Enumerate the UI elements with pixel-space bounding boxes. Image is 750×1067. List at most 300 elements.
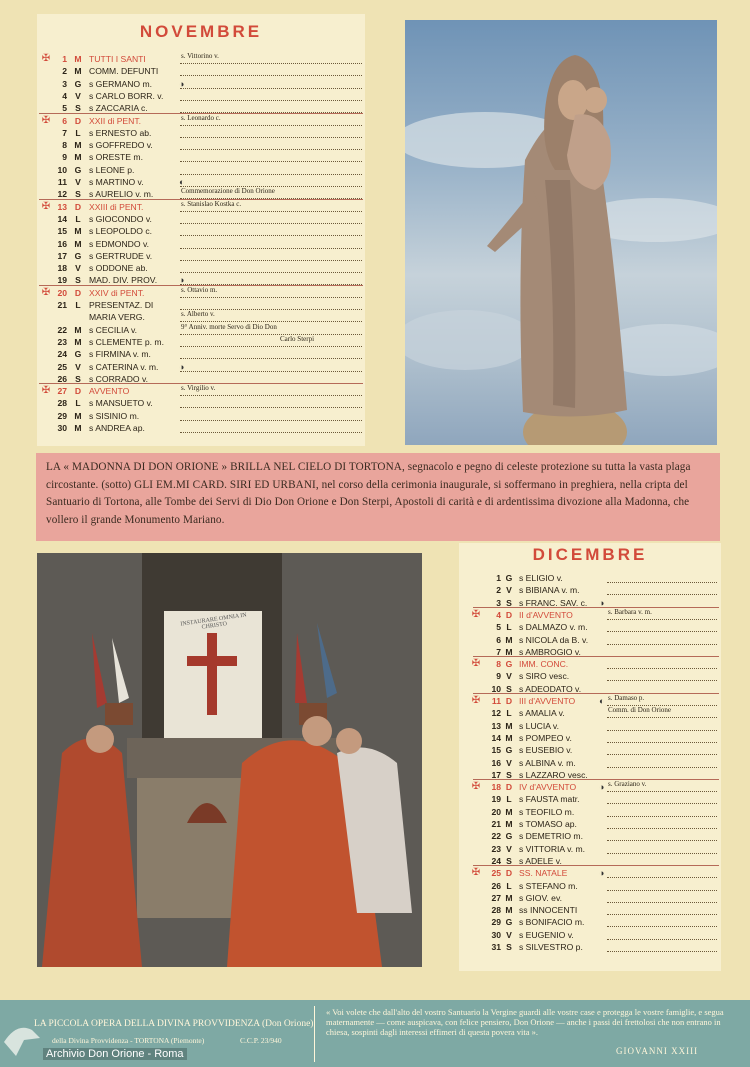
day-number: 4 bbox=[62, 90, 67, 101]
day-of-week: S bbox=[75, 373, 81, 384]
moon-phase-icon: ◑ bbox=[179, 78, 185, 89]
day-of-week: M bbox=[74, 66, 82, 77]
saint-name: s NICOLA da B. v. bbox=[519, 634, 589, 645]
calendar-day-row bbox=[459, 793, 721, 805]
day-number: 15 bbox=[57, 226, 67, 237]
footer-author: GIOVANNI XXIII bbox=[616, 1046, 699, 1056]
saint-name: III d'AVVENTO bbox=[519, 696, 576, 706]
day-number: 13 bbox=[57, 201, 67, 212]
note-line bbox=[607, 767, 717, 768]
day-number: 26 bbox=[491, 880, 501, 891]
day-number: 7 bbox=[62, 127, 67, 138]
saint-name: s DALMAZO v. m. bbox=[519, 622, 588, 633]
day-of-week: D bbox=[74, 115, 82, 126]
day-of-week: M bbox=[505, 905, 513, 916]
day-number: 19 bbox=[57, 275, 67, 286]
week-separator bbox=[473, 779, 719, 780]
saint-name: s GIOV. ev. bbox=[519, 892, 562, 903]
day-of-week: M bbox=[74, 324, 82, 335]
saint-name: s EUSEBIO v. bbox=[519, 745, 573, 756]
note-line bbox=[180, 223, 362, 224]
day-of-week: M bbox=[505, 806, 513, 817]
note-line bbox=[180, 174, 362, 175]
saint-name: II d'AVVENTO bbox=[519, 609, 573, 620]
note-line bbox=[607, 594, 717, 595]
note-line bbox=[607, 803, 717, 804]
day-of-week: D bbox=[74, 386, 82, 397]
note-line bbox=[180, 358, 362, 359]
saint-name: s ALBINA v. m. bbox=[519, 757, 576, 768]
day-number: 30 bbox=[491, 929, 501, 940]
day-number: 14 bbox=[57, 213, 67, 224]
day-number: 29 bbox=[491, 917, 501, 928]
calendar-day-row bbox=[459, 892, 721, 904]
day-number: 22 bbox=[491, 831, 501, 842]
saint-name: XXIV di PENT. bbox=[89, 287, 145, 298]
saint-name: s ADEODATO v. bbox=[519, 683, 582, 694]
saint-name: MARIA VERG. bbox=[89, 312, 145, 323]
calendar-day-row bbox=[459, 867, 721, 879]
feast-cross-icon: ✠ bbox=[41, 53, 51, 64]
footer-ccp: C.C.P. 23/940 bbox=[240, 1036, 282, 1045]
note-line bbox=[180, 432, 362, 433]
day-of-week: L bbox=[75, 300, 81, 310]
calendar-day-row bbox=[37, 139, 365, 151]
saint-name: s SILVESTRO p. bbox=[519, 942, 583, 952]
day-of-week: L bbox=[506, 794, 512, 805]
day-number: 21 bbox=[491, 819, 501, 829]
day-note: 9° Anniv. morte Servo di Dio Don bbox=[181, 322, 277, 331]
day-of-week: D bbox=[74, 287, 82, 298]
day-number: 11 bbox=[57, 177, 67, 187]
day-note: s. Graziano v. bbox=[608, 780, 647, 789]
day-number: 17 bbox=[57, 250, 67, 261]
saint-name: s ANDREA ap. bbox=[89, 423, 145, 433]
saint-name: s FIRMINA v. m. bbox=[89, 349, 151, 360]
saint-name: s BIBIANA v. m. bbox=[519, 585, 580, 596]
day-note: s. Virgilio v. bbox=[181, 384, 216, 393]
note-line bbox=[607, 926, 717, 927]
calendar-day-row bbox=[37, 201, 365, 213]
calendar-day-row bbox=[37, 385, 365, 397]
day-of-week: M bbox=[74, 336, 82, 347]
saint-name: s LAZZARO vesc. bbox=[519, 769, 588, 780]
day-of-week: S bbox=[75, 189, 81, 200]
day-note: s. Ottavio m. bbox=[181, 285, 218, 294]
december-title: DICEMBRE bbox=[532, 545, 648, 564]
day-number: 19 bbox=[491, 794, 501, 805]
footer-address: della Divina Provvidenza - TORTONA (Piemonte) bbox=[52, 1036, 205, 1045]
week-separator bbox=[473, 693, 719, 694]
calendar-day-row bbox=[37, 324, 365, 336]
note-line bbox=[180, 272, 362, 273]
day-of-week: L bbox=[75, 213, 81, 224]
saint-name: s ELIGIO v. bbox=[519, 573, 563, 583]
day-note: Comm. di Don Orione bbox=[608, 706, 671, 715]
day-of-week: M bbox=[74, 423, 82, 433]
day-number: 28 bbox=[491, 905, 501, 916]
week-separator bbox=[473, 607, 719, 608]
calendar-day-row bbox=[459, 818, 721, 830]
day-note: s. Damaso p. bbox=[608, 694, 645, 702]
day-of-week: V bbox=[75, 177, 81, 187]
note-line bbox=[607, 582, 717, 583]
day-number: 12 bbox=[57, 189, 67, 200]
day-number: 4 bbox=[496, 609, 501, 620]
photo-caption: LA « MADONNA DI DON ORIONE » BRILLA NEL CIELO DI TORTONA, segnacolo e pegno di celeste protezione su tutta la vasta plaga circostante. (sotto) GLI EM.MI CARD. SIRI ED URBANI, nel corso della cerimonia inaugurale, si soffermano in preghiera, nella cripta del Santuario di Tortona, alle Tombe dei Servi di Dio Don Orione e Don Sterpi, Apostoli di carità e di ardentissima divozione alla Madonna, che vollero il grande Monumento Mariano. bbox=[36, 453, 720, 541]
calendar-day-row bbox=[459, 757, 721, 769]
day-of-week: D bbox=[505, 696, 513, 706]
november-title: NOVEMBRE bbox=[139, 22, 263, 41]
note-line bbox=[180, 260, 362, 261]
feast-cross-icon: ✠ bbox=[471, 608, 481, 620]
day-number: 11 bbox=[491, 696, 501, 706]
day-of-week: M bbox=[505, 634, 513, 645]
day-of-week: V bbox=[506, 929, 512, 940]
calendar-day-row bbox=[459, 634, 721, 646]
calendar-day-row bbox=[37, 262, 365, 274]
day-number: 27 bbox=[57, 386, 67, 397]
day-number: 22 bbox=[57, 324, 67, 335]
calendar-day-row bbox=[459, 830, 721, 842]
saint-name: IMM. CONC. bbox=[519, 659, 569, 670]
saint-name: s AURELIO v. m. bbox=[89, 189, 154, 200]
calendar-day-row bbox=[37, 151, 365, 163]
saint-name: s GIOCONDO v. bbox=[89, 213, 152, 224]
note-line bbox=[180, 371, 362, 372]
saint-name: s ODDONE ab. bbox=[89, 263, 148, 274]
moon-phase-icon: ◑ bbox=[599, 868, 605, 879]
day-number: 16 bbox=[491, 757, 501, 768]
calendar-day-row bbox=[459, 658, 721, 670]
calendar-day-row bbox=[459, 720, 721, 732]
note-line bbox=[607, 951, 717, 952]
day-of-week: L bbox=[75, 127, 81, 138]
saint-name: s STEFANO m. bbox=[519, 880, 578, 891]
calendar-day-row bbox=[459, 916, 721, 928]
day-number: 30 bbox=[57, 423, 67, 433]
note-line bbox=[180, 161, 362, 162]
day-of-week: S bbox=[75, 103, 81, 114]
saint-name: s MARTINO v. bbox=[89, 177, 144, 187]
calendar-day-row bbox=[459, 806, 721, 818]
footer-org: LA PICCOLA OPERA DELLA DIVINA PROVVIDENZA (Don Orione) bbox=[34, 1019, 314, 1029]
day-of-week: M bbox=[505, 732, 513, 743]
day-number: 26 bbox=[57, 373, 67, 384]
day-note: s. Stanislao Kostka c. bbox=[181, 199, 242, 208]
calendar-day-row bbox=[459, 744, 721, 756]
calendar-day-row bbox=[37, 115, 365, 127]
note-line bbox=[607, 853, 717, 854]
note-line bbox=[180, 334, 362, 335]
day-number: 23 bbox=[491, 843, 501, 854]
day-of-week: M bbox=[74, 152, 82, 163]
day-number: 5 bbox=[62, 103, 67, 114]
calendar-day-row bbox=[37, 250, 365, 262]
calendar-day-row bbox=[37, 53, 365, 65]
saint-name: s DEMETRIO m. bbox=[519, 831, 583, 842]
day-of-week: G bbox=[505, 831, 513, 842]
day-number: 29 bbox=[57, 410, 67, 421]
day-of-week: M bbox=[74, 238, 82, 249]
saint-name: MAD. DIV. PROV. bbox=[89, 275, 158, 286]
day-number: 31 bbox=[491, 942, 501, 952]
day-number: 25 bbox=[491, 868, 501, 879]
calendar-day-row bbox=[459, 941, 721, 953]
madonna-statue-photo bbox=[405, 20, 717, 445]
note-line bbox=[180, 211, 362, 212]
note-line bbox=[180, 395, 362, 396]
moon-phase-icon: ◑ bbox=[599, 782, 605, 793]
week-separator bbox=[473, 865, 719, 866]
note-line bbox=[607, 828, 717, 829]
day-of-week: V bbox=[75, 361, 81, 372]
note-line bbox=[607, 791, 717, 792]
day-note: Commemorazione di Don Orione bbox=[181, 187, 275, 196]
day-number: 14 bbox=[491, 732, 501, 743]
day-number: 20 bbox=[491, 806, 501, 817]
saint-name: s LUCIA v. bbox=[519, 720, 559, 731]
day-number: 13 bbox=[491, 720, 501, 731]
saint-name: s SIRO vesc. bbox=[519, 671, 570, 682]
day-of-week: V bbox=[506, 843, 512, 854]
day-number: 21 bbox=[57, 300, 67, 310]
note-line bbox=[180, 149, 362, 150]
saint-name: SS. NATALE bbox=[519, 868, 568, 879]
moon-phase-icon: ◐ bbox=[599, 696, 605, 706]
day-of-week: M bbox=[505, 892, 513, 903]
day-of-week: D bbox=[505, 609, 513, 620]
note-line bbox=[180, 346, 362, 347]
day-of-week: D bbox=[505, 868, 513, 879]
day-number: 8 bbox=[496, 659, 501, 670]
day-of-week: M bbox=[505, 646, 513, 657]
calendar-day-row bbox=[37, 127, 365, 139]
note-line bbox=[607, 717, 717, 718]
note-line bbox=[607, 816, 717, 817]
note-line bbox=[180, 88, 362, 89]
calendar-day-row bbox=[459, 572, 721, 584]
saint-name: s TEOFILO m. bbox=[519, 806, 575, 817]
calendar-day-row bbox=[37, 90, 365, 102]
note-line bbox=[607, 914, 717, 915]
day-of-week: M bbox=[74, 226, 82, 237]
day-of-week: L bbox=[506, 880, 512, 891]
saint-name: s ADELE v. bbox=[519, 855, 562, 866]
calendar-day-row bbox=[459, 904, 721, 916]
day-number: 25 bbox=[57, 361, 67, 372]
saint-name: s BONIFACIO m. bbox=[519, 917, 585, 928]
calendar-day-row bbox=[37, 65, 365, 77]
day-number: 2 bbox=[62, 66, 67, 77]
footer-quote: « Voi volete che dall'alto del vostro Santuario la Vergine guardi alle vostre case e protegga le vostre famiglie, e segua maternamente — come auspicava, con felice pensiero, Don Orione — anche i passi dei frettolosi che non entrano in chiesa, sospinti dagli interessi effimeri di questa povera vita ». bbox=[326, 1007, 724, 1037]
note-line bbox=[607, 730, 717, 731]
saint-name: XXII di PENT. bbox=[89, 115, 142, 126]
note-line bbox=[607, 668, 717, 669]
note-line bbox=[180, 100, 362, 101]
calendar-day-row bbox=[37, 78, 365, 90]
saint-name: PRESENTAZ. DI bbox=[89, 300, 154, 310]
calendar-day-row bbox=[37, 397, 365, 409]
calendar-day-row bbox=[459, 621, 721, 633]
day-of-week: V bbox=[75, 263, 81, 274]
saint-name: s TOMASO ap. bbox=[519, 819, 577, 829]
day-of-week: V bbox=[506, 671, 512, 682]
saint-name: s ERNESTO ab. bbox=[89, 127, 152, 138]
note-line bbox=[180, 125, 362, 126]
day-of-week: G bbox=[74, 250, 82, 261]
saint-name: s GERMANO m. bbox=[89, 78, 153, 89]
feast-cross-icon: ✠ bbox=[471, 867, 481, 879]
day-number: 7 bbox=[496, 646, 501, 657]
calendar-day-row bbox=[37, 238, 365, 250]
saint-name: s LEOPOLDO c. bbox=[89, 226, 153, 237]
archive-watermark: Archivio Don Orione - Roma bbox=[43, 1048, 187, 1060]
day-number: 24 bbox=[57, 349, 67, 360]
calendar-day-row bbox=[37, 361, 365, 373]
feast-cross-icon: ✠ bbox=[471, 695, 481, 706]
day-number: 17 bbox=[491, 769, 501, 780]
day-number: 12 bbox=[491, 708, 501, 719]
note-line bbox=[607, 742, 717, 743]
day-of-week: G bbox=[505, 573, 513, 583]
day-of-week: V bbox=[506, 585, 512, 596]
saint-name: s AMBROGIO v. bbox=[519, 646, 581, 657]
calendar-day-row bbox=[459, 670, 721, 682]
saint-name: s EDMONDO v. bbox=[89, 238, 149, 249]
calendar-day-row bbox=[459, 584, 721, 596]
calendar-day-row bbox=[37, 410, 365, 422]
day-of-week: S bbox=[506, 942, 512, 952]
calendar-day-row bbox=[459, 695, 721, 707]
saint-name: s CATERINA v. m. bbox=[89, 361, 159, 372]
note-line bbox=[607, 754, 717, 755]
day-of-week: G bbox=[74, 164, 82, 175]
saint-name: s AMALIA v. bbox=[519, 708, 565, 719]
calendar-day-row bbox=[459, 880, 721, 892]
note-line bbox=[180, 137, 362, 138]
day-of-week: M bbox=[505, 819, 513, 829]
note-line bbox=[180, 235, 362, 236]
day-number: 15 bbox=[491, 745, 501, 756]
calendar-day-row bbox=[459, 609, 721, 621]
day-of-week: M bbox=[74, 410, 82, 421]
calendar-day-row bbox=[459, 732, 721, 744]
day-of-week: L bbox=[506, 622, 512, 633]
note-line bbox=[607, 631, 717, 632]
calendar-day-row bbox=[459, 707, 721, 719]
day-note: s. Barbara v. m. bbox=[608, 607, 652, 616]
day-of-week: G bbox=[74, 349, 82, 360]
note-line bbox=[607, 902, 717, 903]
note-line bbox=[180, 75, 362, 76]
saint-name: IV d'AVVENTO bbox=[519, 782, 577, 793]
day-number: 27 bbox=[491, 892, 501, 903]
footer-divider bbox=[314, 1006, 315, 1062]
saint-name: s EUGENIO v. bbox=[519, 929, 574, 940]
footer-banner bbox=[0, 1000, 750, 1067]
feast-cross-icon: ✠ bbox=[41, 200, 51, 212]
note-line bbox=[607, 840, 717, 841]
day-note: Carlo Sterpi bbox=[280, 334, 315, 343]
calendar-day-row bbox=[37, 422, 365, 434]
day-number: 3 bbox=[62, 78, 67, 89]
day-number: 28 bbox=[57, 398, 67, 409]
note-line bbox=[607, 939, 717, 940]
calendar-day-row bbox=[459, 781, 721, 793]
day-of-week: G bbox=[74, 78, 82, 89]
note-line bbox=[180, 248, 362, 249]
day-number: 24 bbox=[491, 855, 501, 866]
moon-phase-icon: ◐ bbox=[179, 177, 185, 187]
day-number: 23 bbox=[57, 336, 67, 347]
saint-name: s CECILIA v. bbox=[89, 324, 138, 335]
day-of-week: L bbox=[75, 398, 81, 409]
day-note: s. Alberto v. bbox=[181, 310, 215, 319]
calendar-day-row bbox=[37, 225, 365, 237]
day-number: 8 bbox=[62, 140, 67, 151]
day-of-week: S bbox=[506, 769, 512, 780]
saint-name: s CARLO BORR. v. bbox=[89, 90, 164, 101]
calendar-day-row bbox=[459, 843, 721, 855]
day-of-week: S bbox=[75, 275, 81, 286]
day-note: s. Leonardo c. bbox=[181, 113, 221, 122]
note-line bbox=[607, 680, 717, 681]
day-of-week: D bbox=[74, 201, 82, 212]
day-of-week: S bbox=[506, 597, 512, 608]
saint-name: AVVENTO bbox=[89, 386, 130, 397]
saint-name: s FRANC. SAV. c. bbox=[519, 597, 588, 608]
saint-name: s FAUSTA matr. bbox=[519, 794, 580, 805]
saint-name: TUTTI I SANTI bbox=[89, 54, 146, 64]
day-of-week: S bbox=[506, 683, 512, 694]
day-of-week: V bbox=[506, 757, 512, 768]
day-number: 5 bbox=[496, 622, 501, 633]
day-of-week: G bbox=[505, 659, 513, 670]
saint-name: s ORESTE m. bbox=[89, 152, 143, 163]
feast-cross-icon: ✠ bbox=[41, 114, 51, 126]
day-number: 9 bbox=[496, 671, 501, 682]
november-panel bbox=[37, 14, 365, 446]
day-of-week: M bbox=[74, 140, 82, 151]
feast-cross-icon: ✠ bbox=[471, 781, 481, 793]
saint-name: s VITTORIA v. m. bbox=[519, 843, 586, 854]
note-line bbox=[180, 63, 362, 64]
feast-cross-icon: ✠ bbox=[41, 385, 51, 397]
saint-name: s MANSUETO v. bbox=[89, 398, 153, 409]
week-separator bbox=[473, 656, 719, 657]
day-of-week: M bbox=[505, 720, 513, 731]
day-of-week: L bbox=[506, 708, 512, 719]
calendar-day-row bbox=[37, 164, 365, 176]
day-of-week: G bbox=[505, 917, 513, 928]
calendar-day-row bbox=[37, 287, 365, 299]
day-note: s. Vittorino v. bbox=[181, 52, 219, 60]
feast-cross-icon: ✠ bbox=[41, 286, 51, 298]
calendar-day-row bbox=[37, 348, 365, 360]
day-of-week: S bbox=[506, 855, 512, 866]
calendar-day-row bbox=[37, 213, 365, 225]
saint-name: s CORRADO v. bbox=[89, 373, 149, 384]
saint-name: s GOFFREDO v. bbox=[89, 140, 153, 151]
note-line bbox=[607, 619, 717, 620]
day-number: 9 bbox=[62, 152, 67, 163]
saint-name: ss INNOCENTI bbox=[519, 905, 578, 916]
saint-name: XXIII di PENT. bbox=[89, 201, 144, 212]
day-of-week: V bbox=[75, 90, 81, 101]
saint-name: s LEONE p. bbox=[89, 164, 135, 175]
december-panel bbox=[459, 543, 721, 971]
